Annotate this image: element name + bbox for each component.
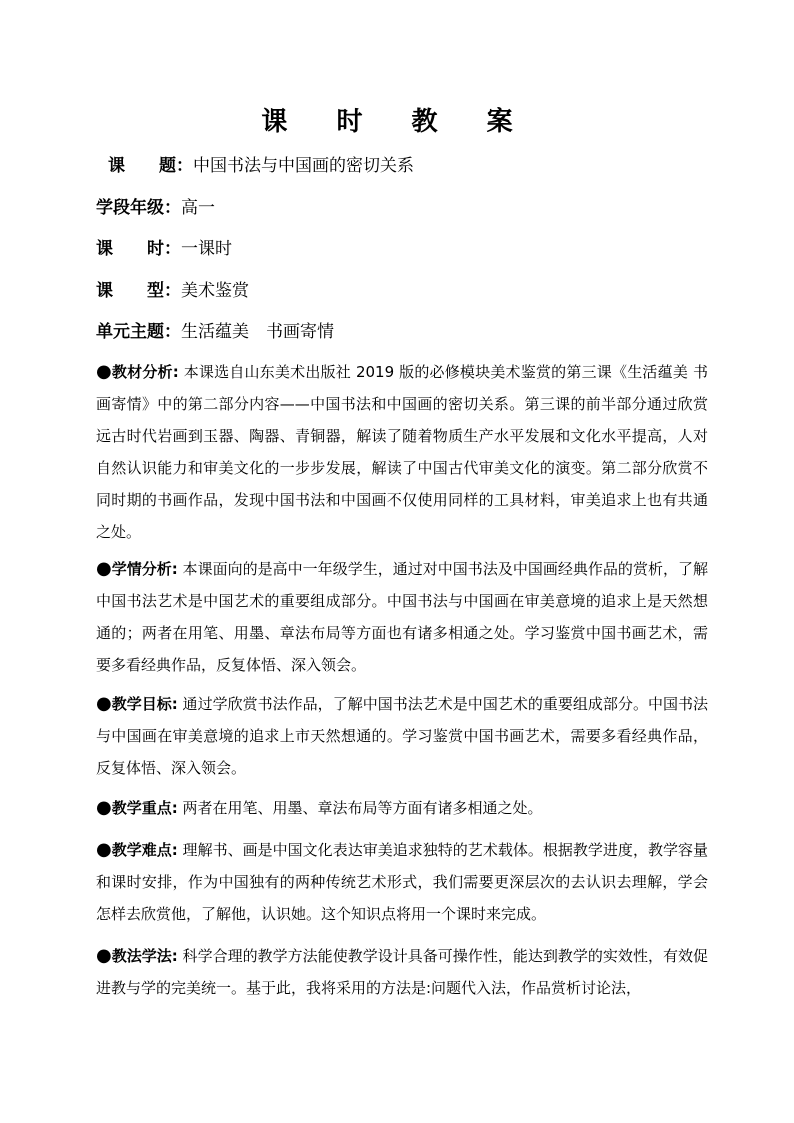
unit-label: 单元主题： <box>96 322 181 342</box>
section-methods <box>96 940 708 1004</box>
bullet-icon: ● <box>96 693 112 714</box>
section-text: 科学合理的教学方法能使教学设计具备可操作性，能达到教学的实效性，有效促进教与学的完美统一。基于此，我将采用的方法是:问题代入法，作品赏析讨论法， <box>96 947 708 997</box>
bullet-icon: ● <box>96 361 112 382</box>
section-label: 学情分析: <box>111 560 178 578</box>
hours-label: 课 时： <box>96 239 181 259</box>
grade-row <box>96 196 215 220</box>
topic-value: 中国书法与中国画的密切关系 <box>193 156 414 176</box>
section-text: 理解书、画是中国文化表达审美追求独特的艺术载体。根据教学进度，教学容量和课时安排，作为中国独有的两种传统艺术形式，我们需要更深层次的去认识去理解，学会怎样去欣赏他，了解他，认识她。这个知识点将用一个课时来完成。 <box>96 841 708 923</box>
section-difficulties <box>96 834 708 930</box>
type-label: 课 型： <box>96 281 181 301</box>
bullet-icon: ● <box>96 945 112 966</box>
grade-label: 学段年级： <box>96 198 181 218</box>
hours-value: 一课时 <box>181 239 232 259</box>
grade-value: 高一 <box>181 198 215 218</box>
hours-row <box>96 237 232 261</box>
bullet-icon: ● <box>96 839 112 860</box>
topic-row <box>108 154 414 178</box>
section-text: 两者在用笔、用墨、章法布局等方面有诸多相通之处。 <box>177 799 543 817</box>
section-label: 教学难点: <box>111 841 178 859</box>
section-text: 通过学欣赏书法作品，了解中国书法艺术是中国艺术的重要组成部分。中国书法与中国画在审美意境的追求上市天然想通的。学习鉴赏中国书画艺术，需要多看经典作品，反复体悟、深入领会。 <box>96 695 708 777</box>
bullet-icon: ● <box>96 558 112 579</box>
section-student-analysis <box>96 553 708 681</box>
unit-row <box>96 320 334 344</box>
topic-label: 课 题： <box>108 156 193 176</box>
section-label: 教学目标: <box>111 695 178 713</box>
bullet-icon: ● <box>96 797 112 818</box>
section-textbook-analysis <box>96 356 708 548</box>
document-title: 课 时 教 案 <box>261 107 533 137</box>
section-label: 教学重点: <box>111 799 178 817</box>
section-label: 教法学法: <box>111 947 178 965</box>
section-text: 本课面向的是高中一年级学生，通过对中国书法及中国画经典作品的赏析，了解中国书法艺术是中国艺术的重要组成部分。中国书法与中国画在审美意境的追求上是天然想通的；两者在用笔、用墨、章法布局等方面也有诸多相通之处。学习鉴赏中国书画艺术，需要多看经典作品，反复体悟、深入领会。 <box>96 560 708 674</box>
section-teaching-goals <box>96 688 708 784</box>
section-text: 本课选自山东美术出版社 2019 版的必修模块美术鉴赏的第三课《生活蕴美 书画寄情》中的第二部分内容——中国书法和中国画的密切关系。第三课的前半部分通过欣赏远古时代岩画到玉器、陶器、青铜器，解读了随着物质生产水平发展和文化水平提高，人对自然认识能力和审美文化的一步步发展，解读了中国古代审美文化的演变。第二部分欣赏不同时期的书画作品，发现中国书法和中国画不仅使用同样的工具材料，审美追求上也有共通之处。 <box>96 363 709 541</box>
type-row <box>96 279 249 303</box>
section-label: 教材分析: <box>111 363 179 381</box>
type-value: 美术鉴赏 <box>181 281 249 301</box>
unit-value: 生活蕴美 书画寄情 <box>181 322 334 342</box>
section-key-points <box>96 792 708 824</box>
